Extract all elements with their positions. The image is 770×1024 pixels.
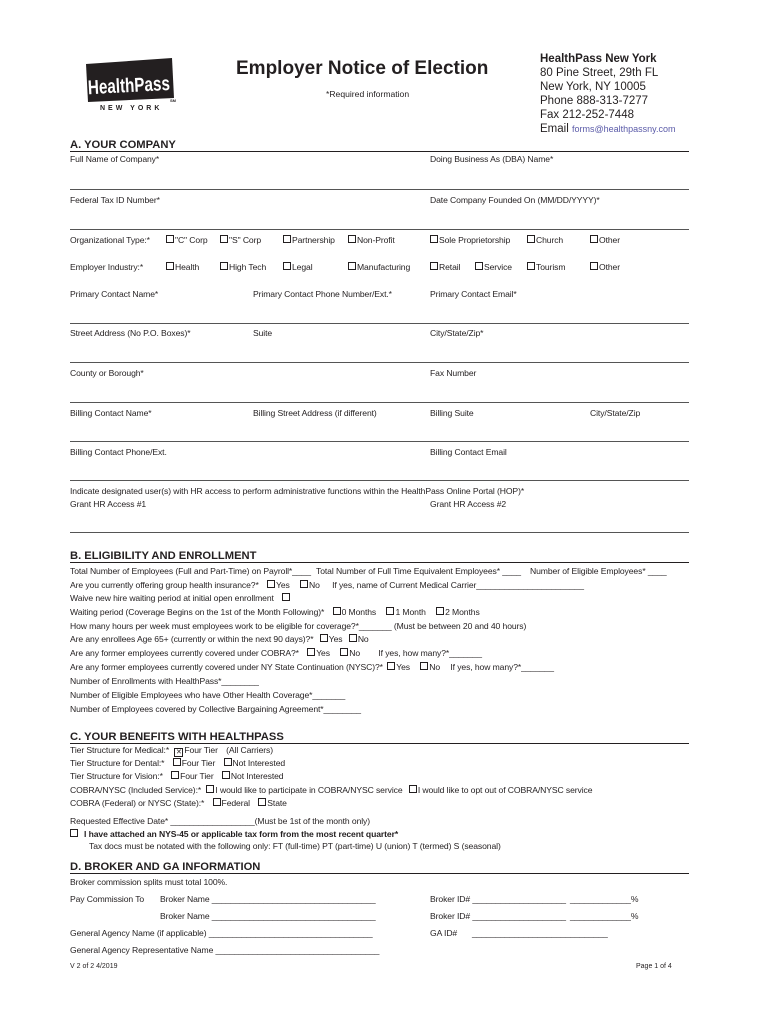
cobra-no[interactable] [340, 648, 360, 658]
medical-tier-label: Tier Structure for Medical:* [70, 745, 170, 755]
medical-tier-row [70, 745, 273, 757]
date-founded-label: Date Company Founded On (MM/DD/YYYY)* [430, 195, 600, 205]
offering-insurance-row [70, 580, 584, 590]
waive-label: Waive new hire waiting period at initial open enrollment [70, 593, 274, 603]
tax-id-field[interactable] [70, 229, 689, 230]
primary-contact-label: Primary Contact Name* [70, 289, 159, 299]
grant-access-2-label: Grant HR Access #2 [430, 499, 507, 509]
pay-commission-label: Pay Commission To [70, 894, 145, 904]
waiting-0-months[interactable] [333, 607, 377, 617]
offering-insurance-question: Are you currently offering group health insurance?* [70, 580, 259, 590]
checkbox[interactable] [258, 798, 266, 806]
section-b-rule [70, 562, 689, 563]
billing-phone-label: Billing Contact Phone/Ext. [70, 447, 167, 457]
waiting-period-question: Waiting period (Coverage Begins on the 1st of the Month Following)* [70, 607, 325, 617]
org-type-sole-proprietorship[interactable] [430, 235, 510, 245]
age-65-no[interactable] [349, 634, 369, 644]
page-title: Employer Notice of Election [236, 58, 489, 79]
option-label: "C" Corp [175, 235, 208, 245]
medical-tier-note: (All Carriers) [226, 745, 273, 755]
fax-number-label: Fax Number [430, 368, 477, 378]
other-coverage-field[interactable]: Number of Eligible Employees who have Other Health Coverage*_______ [70, 690, 346, 700]
waive-row [70, 593, 291, 603]
org-type-church[interactable] [527, 235, 563, 245]
section-c-rule [70, 743, 689, 744]
option-label: Other [599, 262, 620, 272]
ga-id-label: GA ID# [430, 928, 458, 938]
checkbox[interactable] [206, 785, 214, 793]
option-label: Four Tier [181, 758, 216, 768]
cobra-service-row [70, 785, 592, 795]
industry-tourism[interactable] [527, 262, 565, 272]
org-type-s-corp[interactable] [220, 235, 261, 245]
industry-other[interactable] [590, 262, 620, 272]
cobra-how-many-field[interactable]: If yes, how many?*_______ [378, 648, 482, 658]
county-field[interactable] [70, 402, 689, 403]
checkbox[interactable] [348, 262, 356, 270]
logo-mark: SM [170, 98, 176, 103]
option-label: Manufacturing [357, 262, 411, 272]
checkbox[interactable] [527, 262, 535, 270]
address-line-2: New York, NY 10005 [540, 81, 646, 93]
cobra-state[interactable] [258, 798, 287, 808]
effective-date-field[interactable]: Requested Effective Date* __________________(Must be 1st of the month only) [70, 816, 371, 826]
billing-email-label: Billing Contact Email [430, 447, 507, 457]
company-name-field[interactable] [70, 189, 689, 190]
ga-rep-field[interactable]: General Agency Representative Name ___________________________________ [70, 945, 380, 955]
org-type-c-corp[interactable] [166, 235, 208, 245]
cobra-opt-out[interactable] [409, 785, 593, 795]
option-label: Partnership [292, 235, 335, 245]
cobra-yes[interactable] [307, 648, 330, 658]
option-label: Legal [292, 262, 313, 272]
medical-four-tier[interactable] [174, 745, 217, 755]
checkbox[interactable] [475, 262, 483, 270]
vision-tier-row [70, 771, 284, 781]
cobra-question: Are any former employees currently covered under COBRA?* [70, 648, 299, 658]
cobra-participate[interactable] [206, 785, 402, 795]
email-link[interactable]: forms@healthpassny.com [571, 124, 676, 134]
dental-tier-row [70, 758, 285, 768]
nys45-label: I have attached an NYS-45 or applicable tax form from the most recent quarter* [84, 829, 399, 839]
checkbox[interactable] [320, 634, 328, 642]
healthpass-logo [80, 58, 197, 112]
full-name-label: Full Name of Company* [70, 154, 160, 164]
logo-main: HealthPass [87, 71, 197, 100]
waiting-period-row [70, 607, 480, 617]
industry-manufacturing[interactable] [348, 262, 410, 272]
broker-pct-field-2[interactable]: _____________% [570, 911, 639, 921]
checkbox[interactable] [409, 785, 417, 793]
hop-note: Indicate designated user(s) with HR access to perform administrative functions within the HealthPass Online Portal (HOP)* [70, 486, 525, 496]
section-a-rule [70, 151, 689, 152]
checkbox[interactable] [436, 607, 444, 615]
cobra-fed-row [70, 798, 287, 808]
total-fte-field[interactable]: Total Number of Full Time Equivalent Employees* ____ [316, 566, 521, 576]
primary-phone-label: Primary Contact Phone Number/Ext.* [253, 289, 392, 299]
nys45-checkbox[interactable] [70, 829, 78, 837]
option-label: Four Tier [184, 745, 218, 755]
nysc-question: Are any former employees currently covered under NY State Continuation (NYSC)?* [70, 662, 383, 672]
option-label: Sole Proprietorship [439, 235, 511, 245]
org-type-label: Organizational Type:* [70, 235, 150, 245]
billing-street-label: Billing Street Address (if different) [253, 408, 377, 418]
checkbox[interactable] [430, 262, 438, 270]
required-note: *Required information [326, 89, 410, 99]
contact-address-block [540, 52, 675, 136]
fax: Fax 212-252-7448 [540, 109, 634, 121]
bargaining-field[interactable]: Number of Employees covered by Collective Bargaining Agreement*________ [70, 704, 361, 714]
industry-high-tech[interactable] [220, 262, 266, 272]
checkbox[interactable] [430, 235, 438, 243]
option-label: No [349, 648, 361, 658]
cobra-federal[interactable] [213, 798, 250, 808]
tax-docs-note: Tax docs must be notated with the following only: FT (full-time) PT (part-time) U (union) T (termed) S (seasonal) [89, 841, 501, 851]
broker-name-field-2[interactable]: Broker Name ___________________________________ [160, 911, 376, 921]
checkbox[interactable] [420, 662, 428, 670]
billing-contact-field[interactable] [70, 441, 689, 442]
nys45-row [70, 829, 398, 839]
option-label: Non-Profit [357, 235, 395, 245]
dental-tier-label: Tier Structure for Dental:* [70, 758, 165, 768]
checked-checkbox[interactable]: ✕ [176, 749, 182, 756]
billing-city-label: City/State/Zip [590, 408, 641, 418]
dental-four-tier[interactable] [173, 758, 215, 768]
street-field[interactable] [70, 362, 689, 363]
checkbox[interactable] [333, 607, 341, 615]
nysc-yes[interactable] [387, 662, 410, 672]
section-a-title: A. YOUR COMPANY [70, 139, 176, 151]
checkbox[interactable] [224, 758, 232, 766]
broker-id-field-1[interactable]: Broker ID# ____________________ [430, 894, 566, 904]
option-label: Yes [396, 662, 410, 672]
waiting-2-months[interactable] [436, 607, 480, 617]
enrollments-field[interactable]: Number of Enrollments with HealthPass*________ [70, 676, 259, 686]
offering-no[interactable] [300, 580, 320, 590]
section-d-rule [70, 873, 689, 874]
dba-label: Doing Business As (DBA) Name* [430, 154, 554, 164]
checkbox[interactable] [166, 262, 174, 270]
checkbox[interactable] [220, 235, 228, 243]
commission-splits-note: Broker commission splits must total 100%. [70, 877, 228, 887]
cobra-row [70, 648, 482, 658]
checkbox[interactable] [590, 262, 598, 270]
checkbox[interactable] [300, 580, 308, 588]
industry-health[interactable] [166, 262, 199, 272]
checkbox[interactable] [222, 771, 230, 779]
checkbox[interactable] [340, 648, 348, 656]
ga-id-field[interactable]: _____________________________ [472, 928, 608, 938]
checkbox[interactable] [220, 262, 228, 270]
option-label: I would like to opt out of COBRA/NYSC service [417, 785, 593, 795]
street-label: Street Address (No P.O. Boxes)* [70, 328, 191, 338]
option-label: Federal [221, 798, 250, 808]
age-65-row [70, 634, 369, 644]
option-label: No [309, 580, 320, 590]
option-label: State [267, 798, 287, 808]
option-label: Church [536, 235, 564, 245]
version-footer: V 2 of 2 4/2019 [70, 963, 118, 970]
industry-label: Employer Industry:* [70, 262, 144, 272]
checkbox[interactable] [213, 798, 221, 806]
industry-retail[interactable] [430, 262, 460, 272]
section-b-title: B. ELIGIBILITY AND ENROLLMENT [70, 550, 257, 562]
option-label: I would like to participate in COBRA/NYSC service [215, 785, 403, 795]
vision-tier-label: Tier Structure for Vision:* [70, 771, 163, 781]
age-65-yes[interactable] [320, 634, 343, 644]
org-type-other[interactable] [590, 235, 620, 245]
nysc-row [70, 662, 554, 672]
checkbox[interactable] [267, 580, 275, 588]
option-label: 2 Months [445, 607, 480, 617]
option-label: No [357, 634, 369, 644]
checkbox[interactable] [171, 771, 179, 779]
option-label: Not Interested [232, 758, 286, 768]
billing-phone-field[interactable] [70, 480, 689, 481]
primary-email-label: Primary Contact Email* [430, 289, 517, 299]
broker-name-field-1[interactable]: Broker Name ___________________________________ [160, 894, 376, 904]
hours-field[interactable]: How many hours per week must employees work to be eligible for coverage?*_______ (Must be between 20 and 40 hours) [70, 621, 527, 631]
option-label: High Tech [229, 262, 267, 272]
cobra-fed-label: COBRA (Federal) or NYSC (State):* [70, 798, 205, 808]
billing-contact-label: Billing Contact Name* [70, 408, 152, 418]
logo-sub: NEW YORK [100, 105, 163, 112]
nysc-how-many-field[interactable]: If yes, how many?*_______ [450, 662, 554, 672]
checkbox[interactable] [173, 758, 181, 766]
grant-access-1-label: Grant HR Access #1 [70, 499, 147, 509]
cobra-service-label: COBRA/NYSC (Included Service):* [70, 785, 202, 795]
offering-yes[interactable] [267, 580, 290, 590]
option-label: Yes [328, 634, 343, 644]
option-label: Retail [439, 262, 461, 272]
option-label: Four Tier [180, 771, 214, 781]
option-label: No [429, 662, 441, 672]
city-label: City/State/Zip* [430, 328, 484, 338]
current-carrier-field[interactable]: If yes, name of Current Medical Carrier_______________________ [332, 580, 584, 590]
checkbox[interactable] [527, 235, 535, 243]
checkbox[interactable] [307, 648, 315, 656]
checkbox[interactable] [349, 634, 357, 642]
option-label: Health [175, 262, 200, 272]
total-payroll-field[interactable]: Total Number of Employees (Full and Part-Time) on Payroll*____ [70, 566, 311, 576]
option-label: 1 Month [395, 607, 426, 617]
waive-checkbox[interactable] [282, 593, 290, 601]
broker-pct-field-1[interactable]: _____________% [570, 894, 639, 904]
section-c-title: C. YOUR BENEFITS WITH HEALTHPASS [70, 731, 284, 743]
primary-contact-field[interactable] [70, 323, 689, 324]
checkbox[interactable] [283, 262, 291, 270]
broker-id-field-2[interactable]: Broker ID# ____________________ [430, 911, 566, 921]
option-label: "S" Corp [229, 235, 262, 245]
tax-id-label: Federal Tax ID Number* [70, 195, 160, 205]
checkbox[interactable] [166, 235, 174, 243]
nysc-no[interactable] [420, 662, 440, 672]
ga-name-field[interactable]: General Agency Name (if applicable) ___________________________________ [70, 928, 373, 938]
checkbox[interactable] [590, 235, 598, 243]
page-number: Page 1 of 4 [636, 963, 672, 970]
phone: Phone 888-313-7277 [540, 95, 649, 107]
org-type-non-profit[interactable] [348, 235, 395, 245]
option-label: Yes [276, 580, 290, 590]
industry-legal[interactable] [283, 262, 313, 272]
dental-not-interested[interactable] [224, 758, 286, 768]
option-label: Tourism [536, 262, 566, 272]
suite-label: Suite [253, 328, 273, 338]
checkbox[interactable] [386, 607, 394, 615]
vision-four-tier[interactable] [171, 771, 213, 781]
option-label: 0 Months [341, 607, 377, 617]
org-name: HealthPass New York [540, 53, 657, 65]
option-label: Not Interested [230, 771, 284, 781]
section-d-title: D. BROKER AND GA INFORMATION [70, 861, 261, 873]
industry-service[interactable] [475, 262, 512, 272]
email-row [540, 122, 675, 136]
county-label: County or Borough* [70, 368, 144, 378]
checkbox[interactable] [283, 235, 291, 243]
email-label: Email [540, 123, 569, 135]
option-label: Other [599, 235, 620, 245]
vision-not-interested[interactable] [222, 771, 284, 781]
checkbox[interactable] [348, 235, 356, 243]
option-label: Yes [316, 648, 330, 658]
option-label: Service [484, 262, 512, 272]
eligible-employees-field[interactable]: Number of Eligible Employees* ____ [530, 566, 667, 576]
address-line-1: 80 Pine Street, 29th FL [540, 67, 659, 79]
waiting-1-month[interactable] [386, 607, 425, 617]
billing-suite-label: Billing Suite [430, 408, 474, 418]
checkbox[interactable] [387, 662, 395, 670]
age-65-question: Are any enrollees Age 65+ (currently or within the next 90 days)?* [70, 634, 314, 644]
org-type-partnership[interactable] [283, 235, 335, 245]
grant-access-field[interactable] [70, 532, 689, 533]
